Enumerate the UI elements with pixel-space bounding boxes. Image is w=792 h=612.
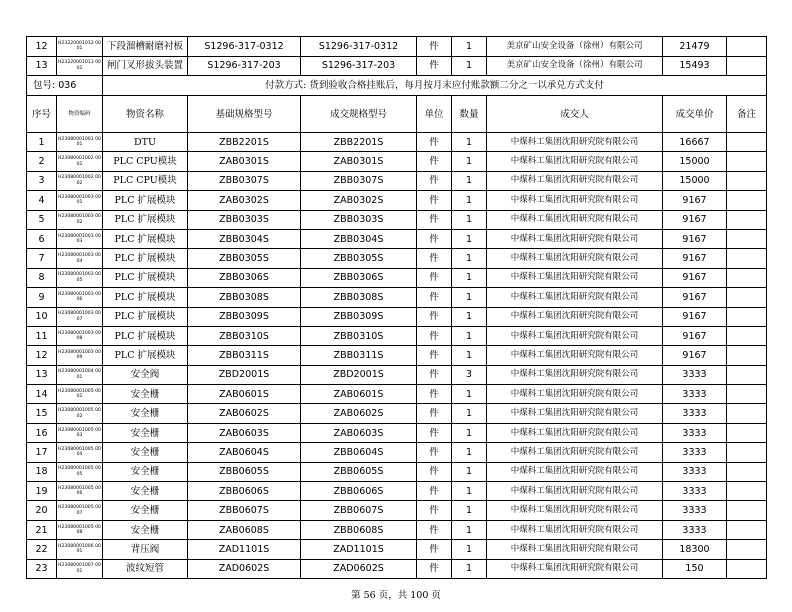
cell-price: 3333 — [663, 482, 727, 501]
cell-party: 中煤科工集团沈阳研究院有限公司 — [487, 404, 663, 423]
table-row — [27, 307, 767, 326]
cell-party: 中煤科工集团沈阳研究院有限公司 — [487, 191, 663, 210]
cell-base-spec: S1296-317-0312 — [188, 37, 301, 57]
cell-code: H23080001007 0001 — [57, 559, 103, 578]
cell-name: 波纹短管 — [103, 559, 188, 578]
cell-code: H23080001006 0001 — [57, 540, 103, 559]
cell-note — [727, 540, 767, 559]
cell-deal-spec: ZBB0303S — [301, 210, 417, 229]
cell-deal-spec: ZAB0601S — [301, 385, 417, 404]
cell-no: 13 — [27, 365, 57, 384]
cell-party: 中煤科工集团沈阳研究院有限公司 — [487, 346, 663, 365]
package-number: 包号: 036 — [27, 76, 103, 96]
cell-code: H23080001005 0003 — [57, 423, 103, 442]
cell-base-spec: ZBB0303S — [188, 210, 301, 229]
cell-unit: 件 — [417, 210, 452, 229]
table-row — [27, 423, 767, 442]
cell-deal-spec: ZBB0307S — [301, 171, 417, 190]
cell-deal-spec: ZBB0605S — [301, 462, 417, 481]
cell-unit: 件 — [417, 307, 452, 326]
cell-qty: 1 — [452, 152, 487, 171]
cell-code: H23080001005 0005 — [57, 462, 103, 481]
procurement-table — [26, 36, 767, 579]
cell-deal-spec: ZBB0606S — [301, 482, 417, 501]
cell-base-spec: ZBB0309S — [188, 307, 301, 326]
header-note: 备注 — [727, 96, 767, 133]
cell-qty: 3 — [452, 365, 487, 384]
cell-note — [727, 191, 767, 210]
cell-unit: 件 — [417, 229, 452, 248]
table-row — [27, 404, 767, 423]
table-row — [27, 559, 767, 578]
cell-base-spec: ZBD2001S — [188, 365, 301, 384]
cell-name: PLC 扩展模块 — [103, 346, 188, 365]
cell-deal-spec: ZAB0602S — [301, 404, 417, 423]
cell-note — [727, 385, 767, 404]
cell-code: H23080001003 0004 — [57, 249, 103, 268]
cell-party: 美京矿山安全设备（徐州）有限公司 — [487, 37, 663, 57]
cell-name: 背压阀 — [103, 540, 188, 559]
header-base-spec: 基础规格型号 — [188, 96, 301, 133]
cell-qty: 1 — [452, 482, 487, 501]
cell-qty: 1 — [452, 346, 487, 365]
cell-unit: 件 — [417, 482, 452, 501]
cell-deal-spec: ZAB0302S — [301, 191, 417, 210]
cell-price: 16667 — [663, 133, 727, 152]
cell-deal-spec: S1296-317-203 — [301, 56, 417, 76]
cell-party: 中煤科工集团沈阳研究院有限公司 — [487, 501, 663, 520]
cell-deal-spec: ZAD0602S — [301, 559, 417, 578]
cell-name: PLC CPU模块 — [103, 152, 188, 171]
cell-party: 中煤科工集团沈阳研究院有限公司 — [487, 268, 663, 287]
header-deal-spec: 成交规格型号 — [301, 96, 417, 133]
table-row — [27, 229, 767, 248]
cell-name: 安全栅 — [103, 482, 188, 501]
cell-unit: 件 — [417, 288, 452, 307]
cell-no: 10 — [27, 307, 57, 326]
package-header — [27, 76, 767, 133]
cell-deal-spec: ZBB0305S — [301, 249, 417, 268]
cell-qty: 1 — [452, 423, 487, 442]
cell-price: 9167 — [663, 229, 727, 248]
cell-base-spec: ZAB0602S — [188, 404, 301, 423]
cell-no: 3 — [27, 171, 57, 190]
cell-code: H23080001005 0008 — [57, 520, 103, 539]
cell-base-spec: ZBB0605S — [188, 462, 301, 481]
cell-party: 中煤科工集团沈阳研究院有限公司 — [487, 365, 663, 384]
cell-party: 中煤科工集团沈阳研究院有限公司 — [487, 540, 663, 559]
cell-party: 中煤科工集团沈阳研究院有限公司 — [487, 249, 663, 268]
cell-name: PLC 扩展模块 — [103, 268, 188, 287]
header-qty: 数量 — [452, 96, 487, 133]
cell-qty: 1 — [452, 171, 487, 190]
cell-no: 11 — [27, 326, 57, 345]
cell-qty: 1 — [452, 37, 487, 57]
cell-unit: 件 — [417, 191, 452, 210]
cell-party: 中煤科工集团沈阳研究院有限公司 — [487, 423, 663, 442]
cell-note — [727, 307, 767, 326]
cell-note — [727, 365, 767, 384]
cell-party: 中煤科工集团沈阳研究院有限公司 — [487, 462, 663, 481]
cell-base-spec: ZBB0308S — [188, 288, 301, 307]
package-rows — [27, 133, 767, 579]
cell-note — [727, 501, 767, 520]
cell-deal-spec: ZBB0310S — [301, 326, 417, 345]
cell-code: H23080001003 0003 — [57, 229, 103, 248]
cell-unit: 件 — [417, 404, 452, 423]
cell-name: PLC 扩展模块 — [103, 288, 188, 307]
cell-unit: 件 — [417, 559, 452, 578]
cell-note — [727, 210, 767, 229]
cell-unit: 件 — [417, 462, 452, 481]
cell-price: 3333 — [663, 365, 727, 384]
cell-qty: 1 — [452, 540, 487, 559]
table-row — [27, 385, 767, 404]
cell-no: 19 — [27, 482, 57, 501]
cell-code: H23080001005 0001 — [57, 385, 103, 404]
cell-qty: 1 — [452, 288, 487, 307]
cell-code: H23080001003 0005 — [57, 268, 103, 287]
cell-qty: 1 — [452, 229, 487, 248]
cell-price: 18300 — [663, 540, 727, 559]
cell-no: 9 — [27, 288, 57, 307]
cell-code: H23080001005 0007 — [57, 501, 103, 520]
cell-qty: 1 — [452, 210, 487, 229]
cell-unit: 件 — [417, 133, 452, 152]
cell-note — [727, 171, 767, 190]
cell-party: 中煤科工集团沈阳研究院有限公司 — [487, 152, 663, 171]
cell-base-spec: ZAB0301S — [188, 152, 301, 171]
cell-no: 12 — [27, 37, 57, 57]
previous-package-rows — [27, 37, 767, 76]
cell-deal-spec: ZBB0308S — [301, 288, 417, 307]
cell-unit: 件 — [417, 443, 452, 462]
cell-price: 9167 — [663, 191, 727, 210]
cell-name: PLC 扩展模块 — [103, 249, 188, 268]
cell-price: 3333 — [663, 462, 727, 481]
cell-party: 中煤科工集团沈阳研究院有限公司 — [487, 229, 663, 248]
cell-note — [727, 559, 767, 578]
cell-base-spec: ZBB0305S — [188, 249, 301, 268]
cell-party: 中煤科工集团沈阳研究院有限公司 — [487, 385, 663, 404]
cell-party: 中煤科工集团沈阳研究院有限公司 — [487, 443, 663, 462]
cell-price: 9167 — [663, 326, 727, 345]
cell-code: H23080001002 0002 — [57, 171, 103, 190]
cell-deal-spec: ZBD2001S — [301, 365, 417, 384]
cell-code: H23080001003 0006 — [57, 288, 103, 307]
cell-code: H23080001003 0001 — [57, 191, 103, 210]
cell-unit: 件 — [417, 171, 452, 190]
cell-deal-spec: S1296-317-0312 — [301, 37, 417, 57]
cell-unit: 件 — [417, 520, 452, 539]
cell-party: 中煤科工集团沈阳研究院有限公司 — [487, 133, 663, 152]
cell-unit: 件 — [417, 385, 452, 404]
cell-no: 22 — [27, 540, 57, 559]
cell-code: H23220001012 0001 — [57, 37, 103, 57]
cell-base-spec: ZAB0603S — [188, 423, 301, 442]
cell-name: 安全栅 — [103, 385, 188, 404]
cell-code: H23080001001 0001 — [57, 133, 103, 152]
cell-name: PLC 扩展模块 — [103, 307, 188, 326]
cell-name: DTU — [103, 133, 188, 152]
header-party: 成交人 — [487, 96, 663, 133]
table-row — [27, 152, 767, 171]
cell-note — [727, 37, 767, 57]
cell-base-spec: ZBB0304S — [188, 229, 301, 248]
header-no: 序号 — [27, 96, 57, 133]
cell-price: 9167 — [663, 268, 727, 287]
cell-no: 18 — [27, 462, 57, 481]
cell-base-spec: ZAB0608S — [188, 520, 301, 539]
cell-price: 9167 — [663, 210, 727, 229]
cell-name: 安全栅 — [103, 462, 188, 481]
cell-base-spec: ZAB0604S — [188, 443, 301, 462]
cell-party: 中煤科工集团沈阳研究院有限公司 — [487, 326, 663, 345]
cell-name: 安全栅 — [103, 443, 188, 462]
cell-name: 安全栅 — [103, 423, 188, 442]
cell-note — [727, 326, 767, 345]
cell-party: 中煤科工集团沈阳研究院有限公司 — [487, 210, 663, 229]
cell-price: 150 — [663, 559, 727, 578]
cell-name: 安全栅 — [103, 520, 188, 539]
cell-no: 1 — [27, 133, 57, 152]
cell-price: 21479 — [663, 37, 727, 57]
cell-deal-spec: ZBB0309S — [301, 307, 417, 326]
cell-unit: 件 — [417, 540, 452, 559]
cell-deal-spec: ZBB0604S — [301, 443, 417, 462]
cell-note — [727, 133, 767, 152]
cell-code: H23080001005 0002 — [57, 404, 103, 423]
cell-note — [727, 462, 767, 481]
cell-note — [727, 288, 767, 307]
cell-price: 15493 — [663, 56, 727, 76]
cell-unit: 件 — [417, 423, 452, 442]
cell-qty: 1 — [452, 133, 487, 152]
table-row — [27, 37, 767, 57]
cell-unit: 件 — [417, 346, 452, 365]
cell-no: 6 — [27, 229, 57, 248]
table-row — [27, 501, 767, 520]
cell-base-spec: ZBB0307S — [188, 171, 301, 190]
cell-note — [727, 520, 767, 539]
table-row — [27, 268, 767, 287]
cell-qty: 1 — [452, 191, 487, 210]
cell-qty: 1 — [452, 56, 487, 76]
cell-party: 美京矿山安全设备（徐州）有限公司 — [487, 56, 663, 76]
table-row — [27, 443, 767, 462]
cell-unit: 件 — [417, 56, 452, 76]
table-row — [27, 346, 767, 365]
cell-note — [727, 346, 767, 365]
cell-price: 9167 — [663, 288, 727, 307]
table-row — [27, 56, 767, 76]
cell-base-spec: ZAD1101S — [188, 540, 301, 559]
cell-code: H23080001002 0001 — [57, 152, 103, 171]
cell-price: 3333 — [663, 404, 727, 423]
table-row — [27, 365, 767, 384]
cell-unit: 件 — [417, 249, 452, 268]
cell-code: H23080001003 0007 — [57, 307, 103, 326]
cell-base-spec: ZBB0606S — [188, 482, 301, 501]
cell-party: 中煤科工集团沈阳研究院有限公司 — [487, 171, 663, 190]
cell-qty: 1 — [452, 404, 487, 423]
cell-deal-spec: ZBB0608S — [301, 520, 417, 539]
cell-qty: 1 — [452, 559, 487, 578]
cell-unit: 件 — [417, 501, 452, 520]
cell-deal-spec: ZBB0311S — [301, 346, 417, 365]
cell-deal-spec: ZBB2201S — [301, 133, 417, 152]
cell-no: 17 — [27, 443, 57, 462]
cell-party: 中煤科工集团沈阳研究院有限公司 — [487, 307, 663, 326]
cell-base-spec: ZBB0310S — [188, 326, 301, 345]
table-row — [27, 171, 767, 190]
cell-code: H23080001004 0001 — [57, 365, 103, 384]
cell-deal-spec: ZBB0607S — [301, 501, 417, 520]
cell-no: 23 — [27, 559, 57, 578]
cell-qty: 1 — [452, 268, 487, 287]
table-row — [27, 482, 767, 501]
header-code: 物资编码 — [57, 96, 103, 133]
cell-qty: 1 — [452, 249, 487, 268]
cell-name: 下段溜槽耐磨衬板 — [103, 37, 188, 57]
cell-no: 8 — [27, 268, 57, 287]
cell-no: 16 — [27, 423, 57, 442]
cell-name: PLC 扩展模块 — [103, 326, 188, 345]
cell-base-spec: ZBB0311S — [188, 346, 301, 365]
cell-price: 9167 — [663, 249, 727, 268]
page-footer: 第 56 页，共 100 页 — [351, 590, 441, 601]
cell-price: 9167 — [663, 307, 727, 326]
cell-deal-spec: ZAB0301S — [301, 152, 417, 171]
cell-name: 安全栅 — [103, 404, 188, 423]
cell-name: 闸门叉形拔头装置 — [103, 56, 188, 76]
cell-no: 20 — [27, 501, 57, 520]
table-row — [27, 191, 767, 210]
cell-note — [727, 482, 767, 501]
cell-unit: 件 — [417, 326, 452, 345]
cell-name: PLC 扩展模块 — [103, 191, 188, 210]
cell-name: PLC 扩展模块 — [103, 229, 188, 248]
cell-unit: 件 — [417, 152, 452, 171]
cell-party: 中煤科工集团沈阳研究院有限公司 — [487, 288, 663, 307]
table-row — [27, 133, 767, 152]
cell-qty: 1 — [452, 443, 487, 462]
cell-price: 3333 — [663, 520, 727, 539]
cell-code: H23080001005 0006 — [57, 482, 103, 501]
table-row — [27, 210, 767, 229]
header-name: 物资名称 — [103, 96, 188, 133]
cell-deal-spec: ZBB0304S — [301, 229, 417, 248]
table-row — [27, 249, 767, 268]
cell-unit: 件 — [417, 268, 452, 287]
cell-qty: 1 — [452, 307, 487, 326]
payment-terms: 付款方式: 货到验收合格挂账后，每月按月末应付账款额二分之一以承兑方式支付 — [103, 76, 767, 96]
table-row — [27, 540, 767, 559]
cell-unit: 件 — [417, 37, 452, 57]
cell-no: 12 — [27, 346, 57, 365]
cell-note — [727, 229, 767, 248]
cell-no: 5 — [27, 210, 57, 229]
cell-code: H23080001005 0004 — [57, 443, 103, 462]
cell-no: 4 — [27, 191, 57, 210]
cell-deal-spec: ZBB0306S — [301, 268, 417, 287]
cell-deal-spec: ZAB0603S — [301, 423, 417, 442]
cell-no: 2 — [27, 152, 57, 171]
cell-no: 7 — [27, 249, 57, 268]
cell-price: 9167 — [663, 346, 727, 365]
cell-note — [727, 268, 767, 287]
cell-no: 21 — [27, 520, 57, 539]
cell-price: 15000 — [663, 171, 727, 190]
cell-deal-spec: ZAD1101S — [301, 540, 417, 559]
cell-code: H23080001003 0002 — [57, 210, 103, 229]
cell-code: H23080001003 0009 — [57, 346, 103, 365]
cell-qty: 1 — [452, 326, 487, 345]
cell-base-spec: ZBB0607S — [188, 501, 301, 520]
cell-qty: 1 — [452, 501, 487, 520]
cell-code: H23080001003 0008 — [57, 326, 103, 345]
table-row — [27, 520, 767, 539]
cell-price: 15000 — [663, 152, 727, 171]
cell-name: 安全阀 — [103, 365, 188, 384]
cell-base-spec: ZAB0601S — [188, 385, 301, 404]
header-price: 成交单价 — [663, 96, 727, 133]
cell-note — [727, 423, 767, 442]
cell-party: 中煤科工集团沈阳研究院有限公司 — [487, 482, 663, 501]
cell-price: 3333 — [663, 385, 727, 404]
cell-qty: 1 — [452, 520, 487, 539]
cell-qty: 1 — [452, 385, 487, 404]
cell-name: PLC 扩展模块 — [103, 210, 188, 229]
cell-no: 14 — [27, 385, 57, 404]
header-unit: 单位 — [417, 96, 452, 133]
cell-base-spec: ZAB0302S — [188, 191, 301, 210]
cell-price: 3333 — [663, 423, 727, 442]
cell-unit: 件 — [417, 365, 452, 384]
cell-no: 13 — [27, 56, 57, 76]
cell-note — [727, 56, 767, 76]
cell-base-spec: S1296-317-203 — [188, 56, 301, 76]
cell-code: H23220001013 0001 — [57, 56, 103, 76]
cell-name: PLC CPU模块 — [103, 171, 188, 190]
cell-note — [727, 249, 767, 268]
cell-party: 中煤科工集团沈阳研究院有限公司 — [487, 520, 663, 539]
cell-qty: 1 — [452, 462, 487, 481]
column-headers — [27, 96, 767, 133]
cell-no: 15 — [27, 404, 57, 423]
cell-party: 中煤科工集团沈阳研究院有限公司 — [487, 559, 663, 578]
cell-base-spec: ZAD0602S — [188, 559, 301, 578]
cell-base-spec: ZBB2201S — [188, 133, 301, 152]
cell-price: 3333 — [663, 501, 727, 520]
cell-note — [727, 152, 767, 171]
cell-name: 安全栅 — [103, 501, 188, 520]
table-row — [27, 462, 767, 481]
table-row — [27, 288, 767, 307]
cell-note — [727, 443, 767, 462]
cell-base-spec: ZBB0306S — [188, 268, 301, 287]
cell-price: 3333 — [663, 443, 727, 462]
table-row — [27, 326, 767, 345]
cell-note — [727, 404, 767, 423]
